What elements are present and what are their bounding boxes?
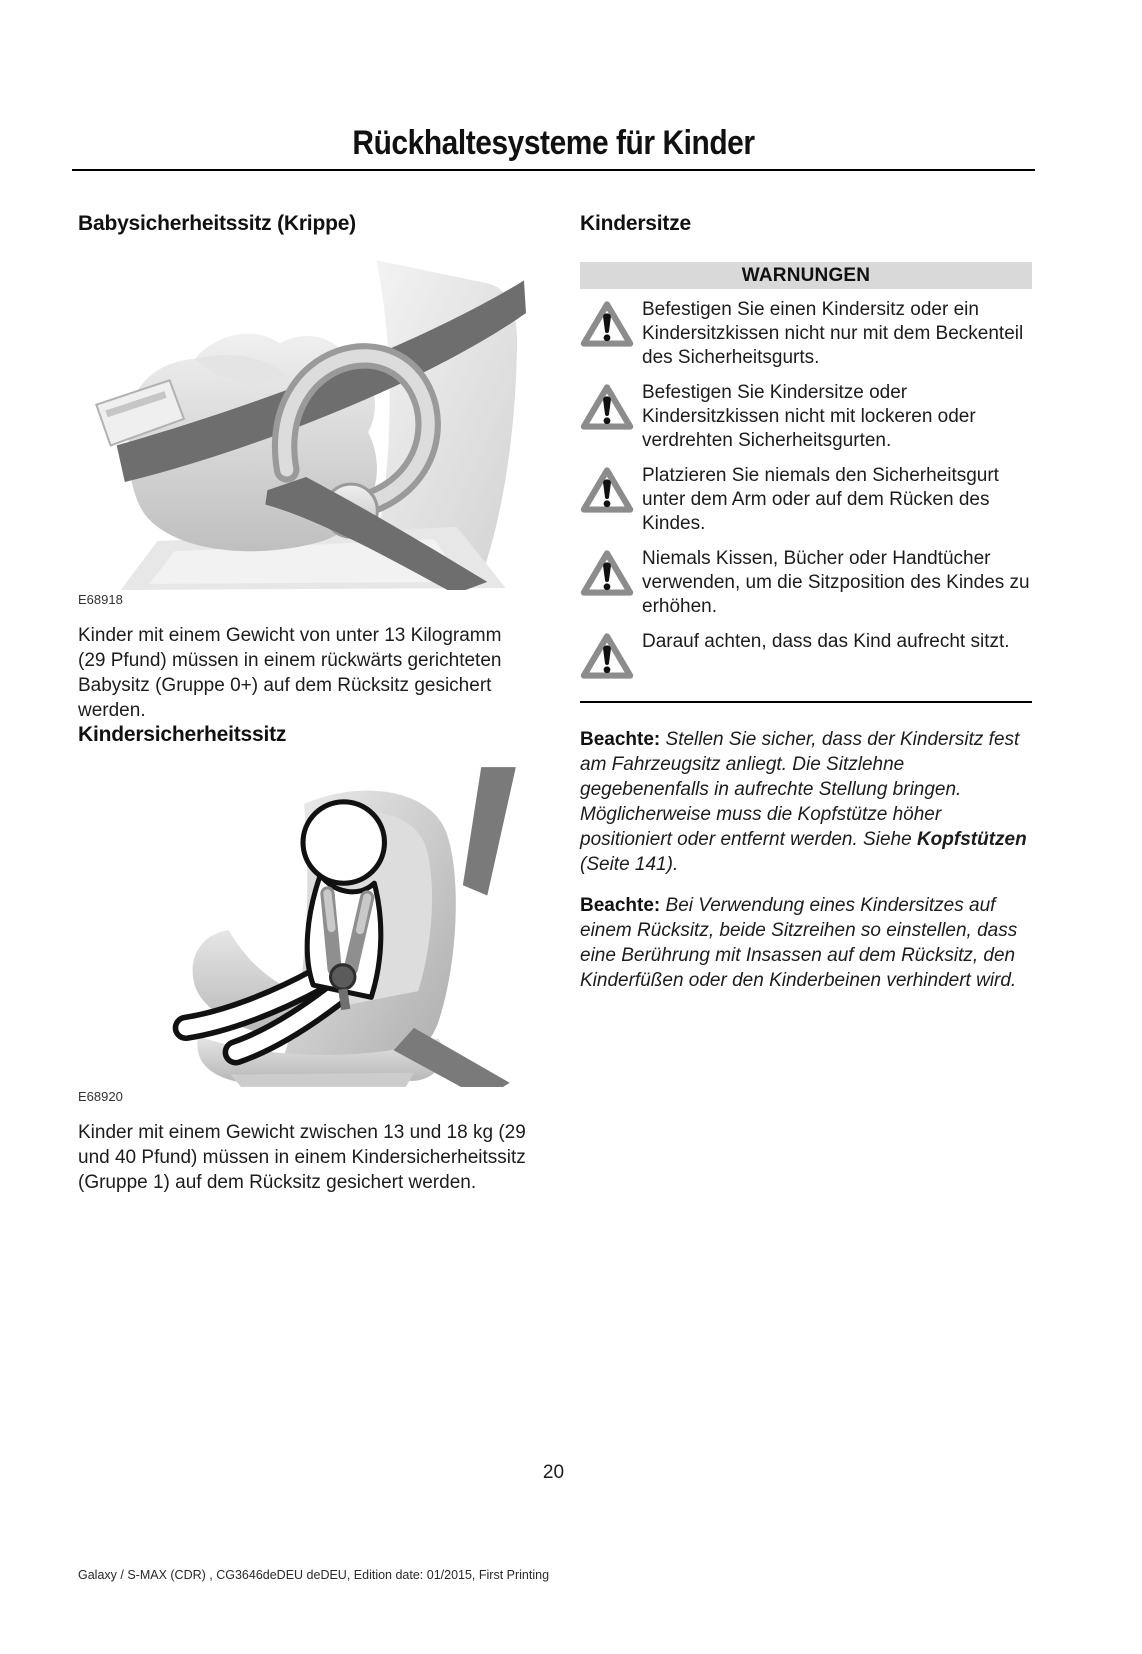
figure-caption: E68920 xyxy=(78,1089,123,1104)
warning-text: Darauf achten, dass das Kind aufrecht sitzt. xyxy=(642,631,1010,652)
warning-item xyxy=(580,464,1032,536)
page-title: Rückhaltesysteme für Kinder xyxy=(352,124,755,162)
warning-triangle-icon xyxy=(580,549,634,602)
warnings-banner: WARNUNGEN xyxy=(580,262,1032,289)
note-paragraph xyxy=(580,727,1032,877)
section-heading-kindersitze: Kindersitze xyxy=(580,212,691,235)
child-safety-seat-image xyxy=(78,765,526,1087)
section-heading-baby-seat: Babysicherheitssitz (Krippe) xyxy=(78,212,356,235)
footer-imprint: Galaxy / S-MAX (CDR) , CG3646deDEU deDEU, Edition date: 01/2015, First Printing xyxy=(78,1568,550,1582)
baby-seat-with-seatbelt-image xyxy=(78,254,526,590)
baby-seat-illustration xyxy=(78,254,530,590)
page-number: 20 xyxy=(542,1462,565,1483)
right-column xyxy=(580,212,1032,993)
warning-triangle-icon xyxy=(580,383,634,436)
warning-triangle-icon xyxy=(580,300,634,353)
title-divider xyxy=(72,169,1035,171)
note-label: Beachte: xyxy=(580,895,661,916)
warnings-end-divider xyxy=(580,701,1032,703)
note-text: (Seite 141). xyxy=(580,854,679,875)
note-paragraph xyxy=(580,893,1032,993)
note-text: Stellen Sie sicher, dass der Kindersitz fest am Fahrzeugsitz anliegt. Die Sitzlehne gegebenenfalls in aufrechte Stellung bringen. Möglicherweise muss die Kopfstütze höher positioniert oder entfernt werden. Siehe xyxy=(580,729,1020,850)
warning-triangle-icon xyxy=(580,632,634,685)
warning-item xyxy=(580,381,1032,453)
warning-item xyxy=(580,630,1032,685)
warning-text: Befestigen Sie einen Kindersitz oder ein Kindersitzkissen nicht nur mit dem Beckenteil des Sicherheitsgurts. xyxy=(642,299,1024,368)
figure-caption: E68918 xyxy=(78,592,123,607)
note-label: Beachte: xyxy=(580,729,661,750)
left-column xyxy=(78,212,530,1195)
child-seat-illustration xyxy=(78,765,530,1087)
warning-item xyxy=(580,547,1032,619)
warning-text: Platzieren Sie niemals den Sicherheitsgurt unter dem Arm oder auf dem Rücken des Kindes. xyxy=(642,465,999,534)
warning-triangle-icon xyxy=(580,466,634,519)
note-text: Bei Verwendung eines Kindersitzes auf einem Rücksitz, beide Sitzreihen so einstellen, dass eine Berührung mit Insassen auf dem Rücksitz, den Kinderfüßen oder den Kinderbeinen verhindert wird. xyxy=(580,895,1018,991)
note-cross-reference: Kopfstützen xyxy=(916,829,1027,850)
baby-seat-paragraph: Kinder mit einem Gewicht von unter 13 Kilogramm (29 Pfund) müssen in einem rückwärts gerichteten Babysitz (Gruppe 0+) auf dem Rücksitz gesichert werden. xyxy=(78,625,502,721)
warning-text: Befestigen Sie Kindersitze oder Kindersitzkissen nicht mit lockeren oder verdrehten Sicherheitsgurten. xyxy=(642,382,976,451)
section-heading-child-seat: Kindersicherheitssitz xyxy=(78,723,287,746)
warning-text: Niemals Kissen, Bücher oder Handtücher verwenden, um die Sitzposition des Kindes zu erhöhen. xyxy=(642,548,1030,617)
child-seat-paragraph: Kinder mit einem Gewicht zwischen 13 und 18 kg (29 und 40 Pfund) müssen in einem Kindersicherheitssitz (Gruppe 1) auf dem Rücksitz gesichert werden. xyxy=(78,1122,526,1193)
warning-item xyxy=(580,298,1032,370)
